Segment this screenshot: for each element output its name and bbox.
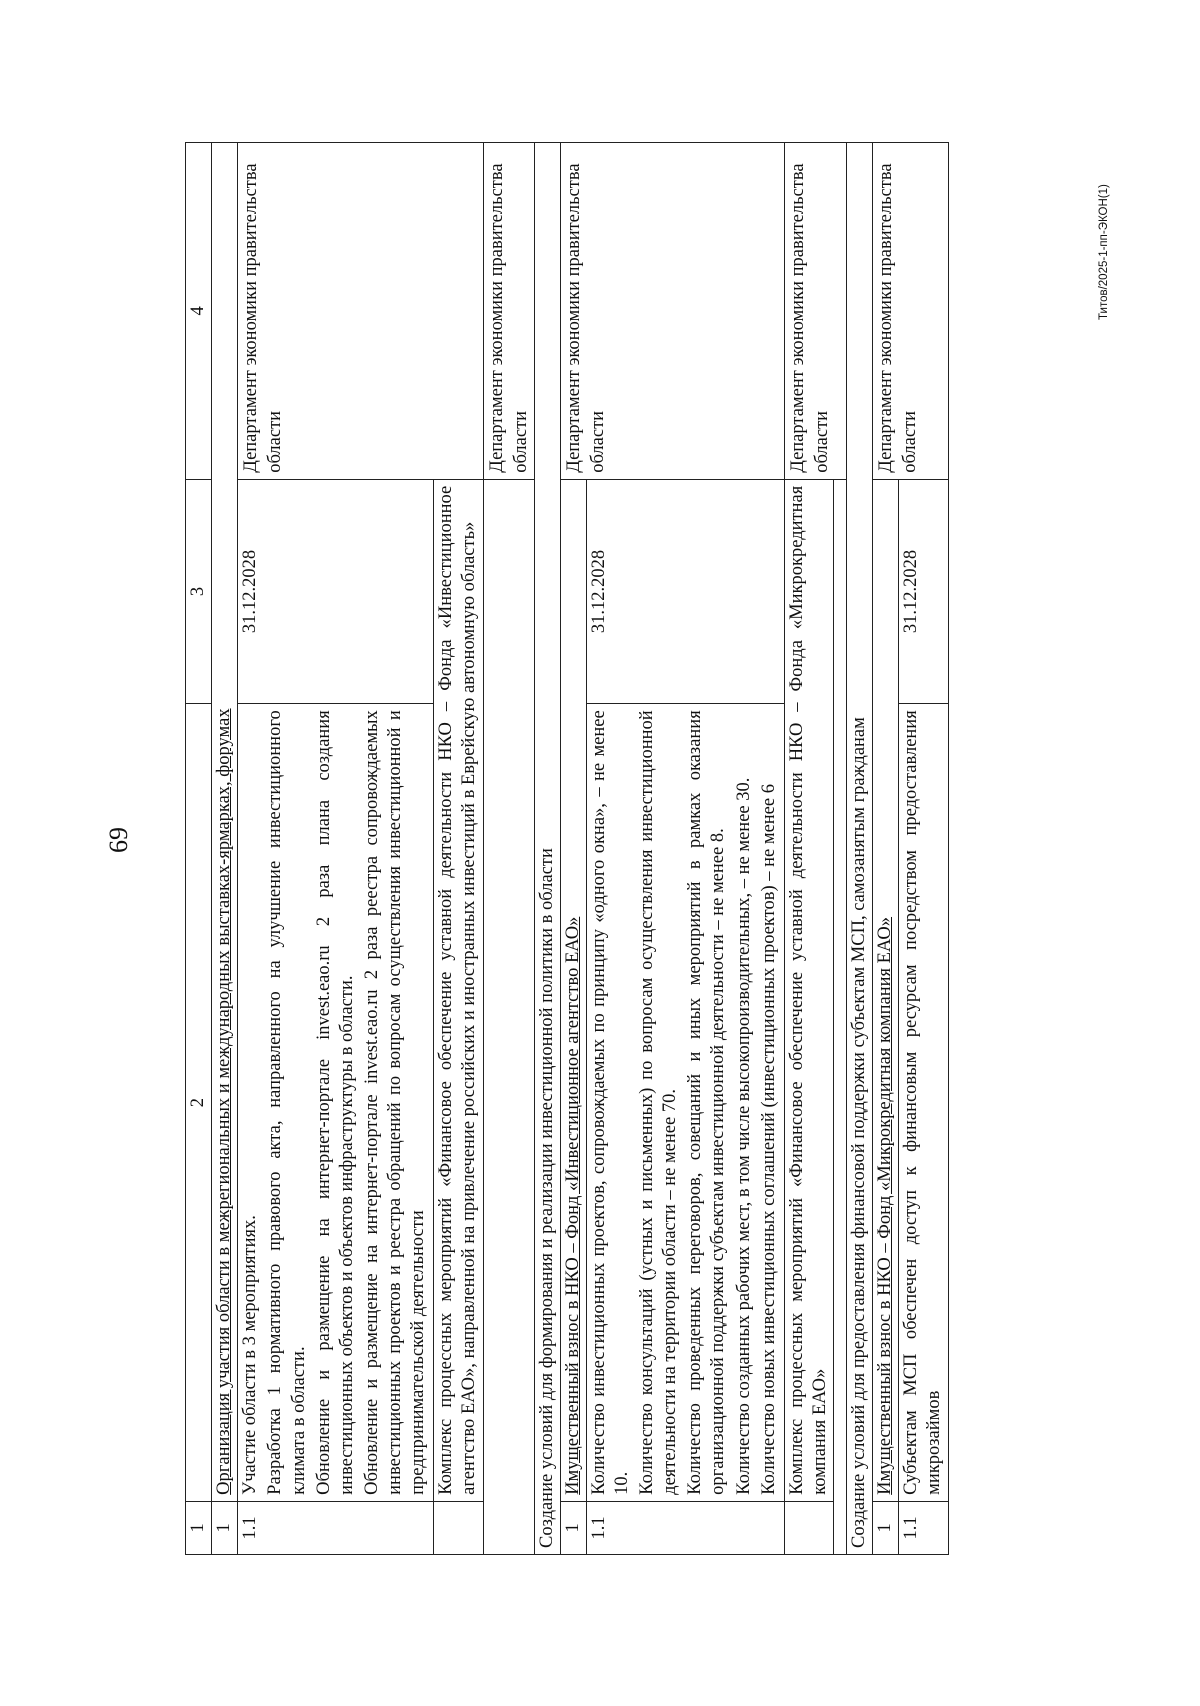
complex-cell: Комплекс процессных мероприятий «Финансовое обеспечение уставной деятельности НКО – Фонда «Микрокредитная компания ЕАО» — [784, 479, 833, 1501]
section-title: Организация участия области в межрегиональных и международных выставках-ярмарках, форумах — [212, 143, 238, 1502]
deadline-cell: 31.12.2028 — [899, 479, 948, 704]
subsection-title: Имущественный взнос в НКО – Фонд «Микрокредитная компания ЕАО» — [873, 479, 899, 1501]
deadline-cell: 31.12.2028 — [238, 479, 434, 704]
empty-cell — [834, 479, 847, 1554]
section-title: Создание условий для формирования и реализации инвестиционной политики в области — [534, 143, 560, 1555]
header-cell: 1 — [186, 1501, 212, 1554]
indicator-text: Количество проведенных переговоров, совещаний и иных мероприятий в рамках оказания организационной поддержки субъектам инвестиционной деятельности – не менее 8. — [685, 710, 729, 1495]
responsible-cell: Департамент экономики правительства области — [238, 143, 483, 480]
indicator-cell — [238, 704, 434, 1502]
responsible-cell: Департамент экономики правительства области — [483, 143, 534, 480]
indicator-text: Количество консультаций (устных и письменных) по вопросам осуществления инвестиционной деятельности на территории области – не менее 70. — [637, 710, 681, 1495]
section-row — [212, 143, 238, 1555]
indicator-text: Обновление и размещение на интернет-портале invest.eao.ru 2 раза плана создания инвестиционных объектов и объектов инфраструктуры в области. — [313, 710, 357, 1495]
indicator-cell — [586, 704, 784, 1502]
indicator-text: Количество созданных рабочих мест, в том числе высокопроизводительных, – не менее 30. — [733, 777, 754, 1495]
section-row — [534, 143, 560, 1555]
page-number: 69 — [104, 827, 133, 853]
header-row — [186, 143, 212, 1555]
subsection-title: Имущественный взнос в НКО – Фонд «Инвестиционное агентство ЕАО» — [560, 479, 586, 1501]
header-cell: 4 — [186, 143, 212, 480]
empty-cell — [483, 479, 534, 1554]
row-number: 1.1 — [586, 1501, 784, 1554]
indicator-text: Разработка 1 нормативного правового акта, направленного на улучшение инвестиционного климата в области. — [265, 710, 309, 1495]
header-cell: 2 — [186, 704, 212, 1502]
table-row — [784, 143, 833, 1555]
responsible-cell: Департамент экономики правительства области — [873, 143, 948, 480]
table-row — [238, 143, 434, 1555]
table-row — [483, 143, 534, 1555]
deadline-cell: 31.12.2028 — [586, 479, 784, 704]
indicator-text: Обновление и размещение на интернет-портале invest.eao.ru 2 раза реестра сопровождаемых инвестиционных проектов и реестра обращений по вопросам осуществления инвестиционной и предпринимательской деятельности — [361, 710, 429, 1495]
document-code: Титов/2025-1-пп-ЭКОН(1) — [1098, 184, 1110, 320]
row-number: 1 — [560, 1501, 586, 1554]
responsible-cell: Департамент экономики правительства области — [560, 143, 784, 480]
program-table — [185, 142, 949, 1555]
indicator-cell: Субъектам МСП обеспечен доступ к финансовым ресурсам посредством предоставления микрозаймов — [899, 704, 948, 1502]
empty-cell — [784, 1501, 833, 1554]
header-cell: 3 — [186, 479, 212, 704]
empty-cell — [434, 1501, 483, 1554]
row-number: 1 — [212, 1501, 238, 1554]
row-number: 1.1 — [899, 1501, 948, 1554]
row-number: 1.1 — [238, 1501, 434, 1554]
complex-cell: Комплекс процессных мероприятий «Финансовое обеспечение уставной деятельности НКО – Фонда «Инвестиционное агентство ЕАО», направленной на привлечение российских и иностранных инвестиций в Еврейскую автономную область» — [434, 479, 483, 1501]
indicator-text: Количество новых инвестиционных соглашений (инвестиционных проектов) – не менее 6 — [758, 784, 779, 1495]
indicator-text: Количество инвестиционных проектов, сопровождаемых по принципу «одного окна», – не менее 10. — [588, 710, 632, 1495]
section-title: Создание условий для предоставления финансовой поддержки субъектам МСП, самозанятым гражданам — [847, 143, 873, 1555]
table-row — [560, 143, 586, 1555]
rotated-table-container — [185, 142, 1065, 1555]
indicator-text: Участие области в 3 мероприятиях. — [240, 1215, 261, 1495]
table-row — [873, 143, 899, 1555]
responsible-cell: Департамент экономики правительства области — [784, 143, 846, 480]
section-row — [847, 143, 873, 1555]
row-number: 1 — [873, 1501, 899, 1554]
